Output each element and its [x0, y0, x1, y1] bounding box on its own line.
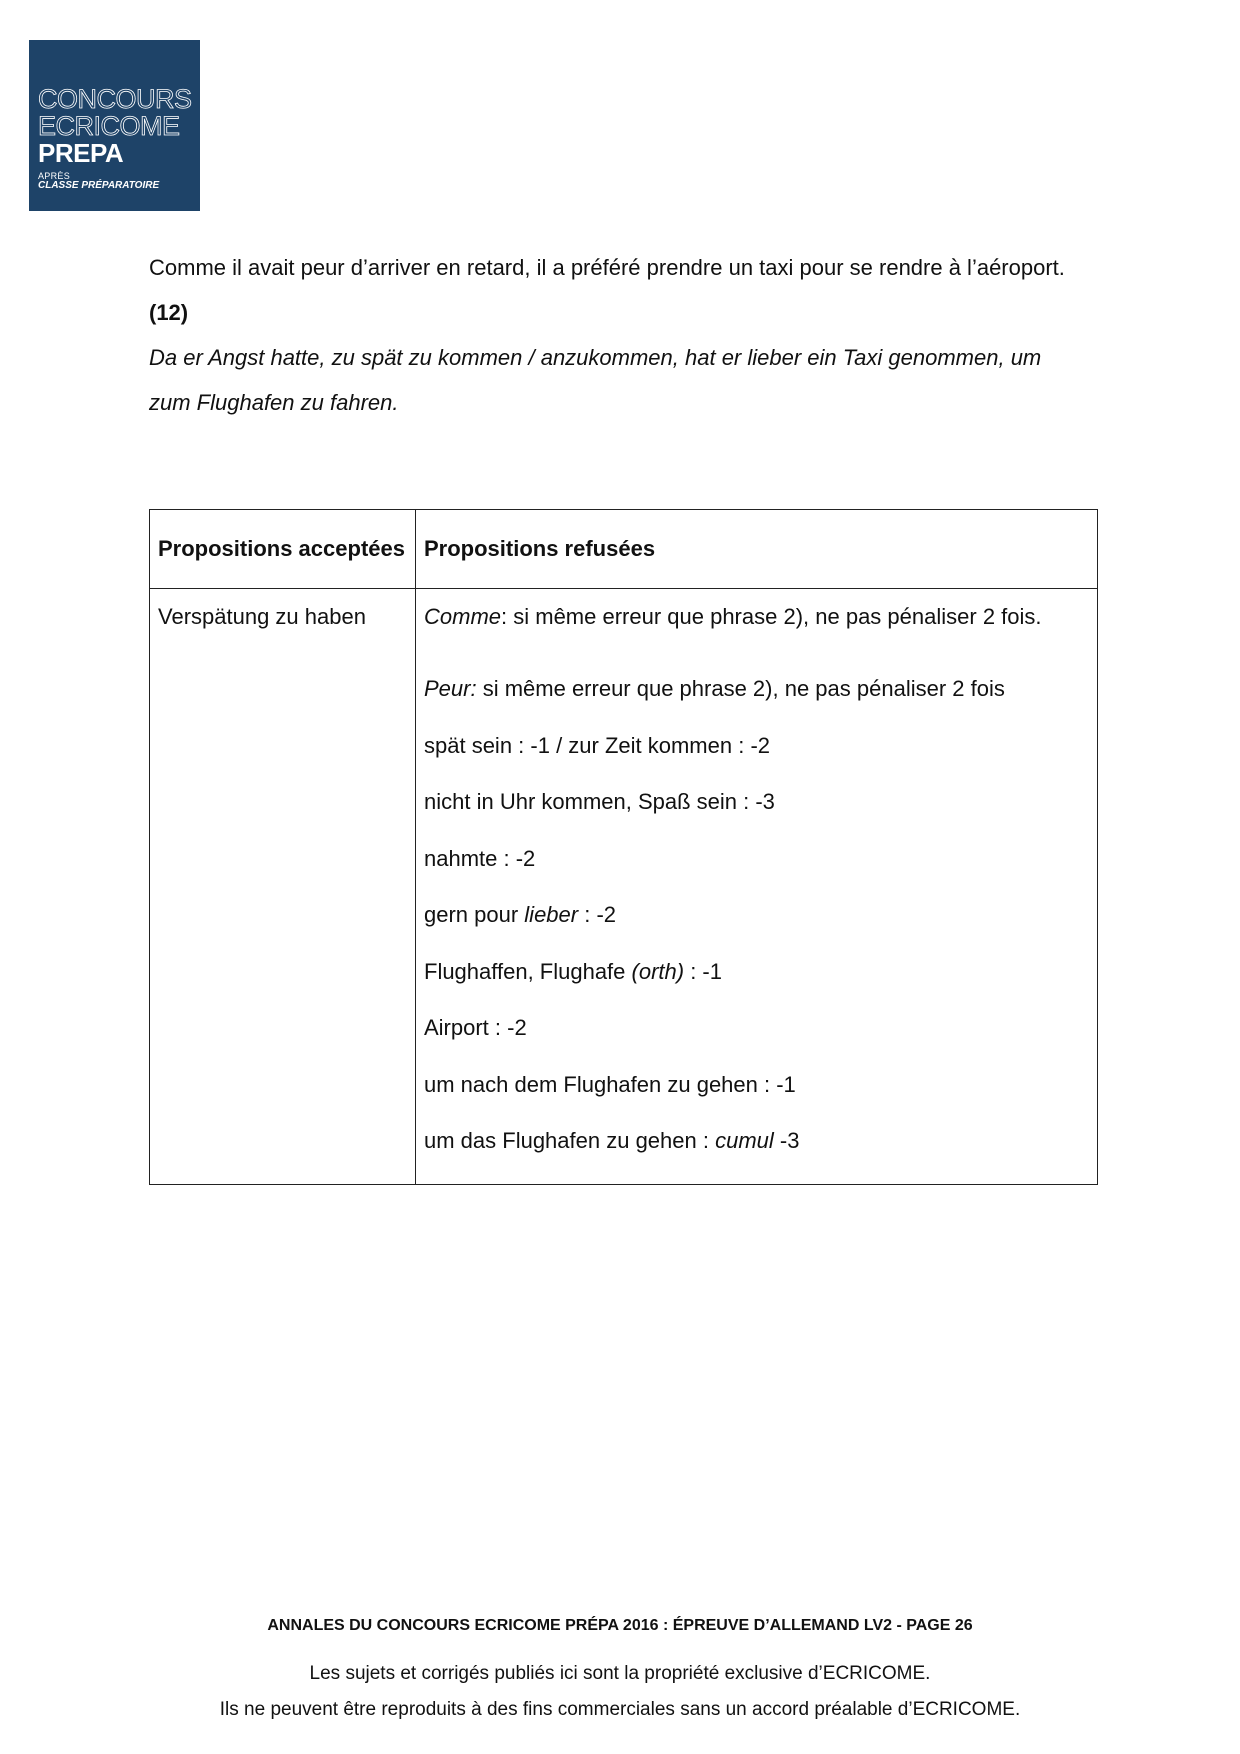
- refused-item-em: Comme: [424, 604, 502, 629]
- refused-item-text: -3: [773, 1128, 800, 1153]
- refused-item: um nach dem Flughafen zu gehen : -1: [424, 1071, 796, 1097]
- footer-copyright-line-1: Les sujets et corrigés publiés ici sont la propriété exclusive d’ECRICOME.: [309, 1663, 931, 1684]
- refused-item-em: Peur:: [424, 676, 477, 701]
- header-accepted: Propositions acceptées: [150, 510, 416, 589]
- grading-table: [149, 509, 1098, 1185]
- logo-line-ecricome: ECRICOME: [38, 111, 180, 141]
- refused-item: spät sein : -1 / zur Zeit kommen : -2: [424, 732, 771, 758]
- refused-item: nahmte : -2: [424, 845, 536, 871]
- german-translation-line-1: Da er Angst hatte, zu spät zu kommen / anzukommen, hat er lieber ein Taxi genommen, um: [149, 345, 1042, 370]
- exercise-content: [149, 245, 1099, 425]
- refused-cell: [416, 589, 1098, 1185]
- refused-item-text: gern pour: [424, 902, 525, 927]
- logo-line-apres: APRÈS: [38, 171, 71, 181]
- logo-line-classe: CLASSE PRÉPARATOIRE: [38, 180, 160, 191]
- refused-item-em: (orth): [631, 958, 685, 984]
- accepted-cell: [150, 589, 416, 1185]
- refused-item: Airport : -2: [424, 1015, 527, 1040]
- refused-item-text: : -2: [578, 902, 617, 927]
- header-refused: Propositions refusées: [416, 510, 1098, 589]
- refused-item-text: : -1: [684, 958, 722, 984]
- logo-line-prepa: PREPA: [38, 138, 124, 168]
- refused-item: [424, 887, 1089, 944]
- refused-item: [424, 605, 1089, 629]
- refused-item: nicht in Uhr kommen, Spaß sein : -3: [424, 789, 775, 814]
- refused-item-em: cumul: [715, 1128, 774, 1153]
- refused-item-text: Flughaffen, Flughafe: [424, 958, 632, 984]
- logo: [29, 40, 200, 211]
- table-body-row: [150, 589, 1098, 1185]
- german-translation-line-2: zum Flughafen zu fahren.: [149, 390, 399, 415]
- refused-item: [424, 1113, 1089, 1170]
- refused-item-text: si même erreur que phrase 2), ne pas pénaliser 2 fois: [476, 676, 1005, 701]
- refused-item-text: um das Flughafen zu gehen :: [424, 1128, 716, 1153]
- refused-item: [424, 661, 1089, 718]
- accepted-item: Verspätung zu haben: [158, 604, 366, 629]
- footer-copyright-line-2: Ils ne peuvent être reproduits à des fins commerciales sans un accord préalable d’ECRICOME.: [219, 1699, 1021, 1720]
- refused-item-em: lieber: [524, 902, 579, 927]
- refused-item: [424, 944, 1089, 1001]
- refused-item-text: : si même erreur que phrase 2), ne pas pénaliser 2 fois.: [501, 604, 1042, 629]
- logo-line-concours: CONCOURS: [38, 84, 192, 114]
- sentence-number: (12): [149, 300, 189, 325]
- table-header-row: [150, 510, 1098, 589]
- footer-title: ANNALES DU CONCOURS ECRICOME PRÉPA 2016 : ÉPREUVE D’ALLEMAND LV2 - PAGE 26: [267, 1617, 973, 1634]
- french-sentence: Comme il avait peur d’arriver en retard, il a préféré prendre un taxi pour se rendre à l’aéroport.: [149, 255, 1065, 280]
